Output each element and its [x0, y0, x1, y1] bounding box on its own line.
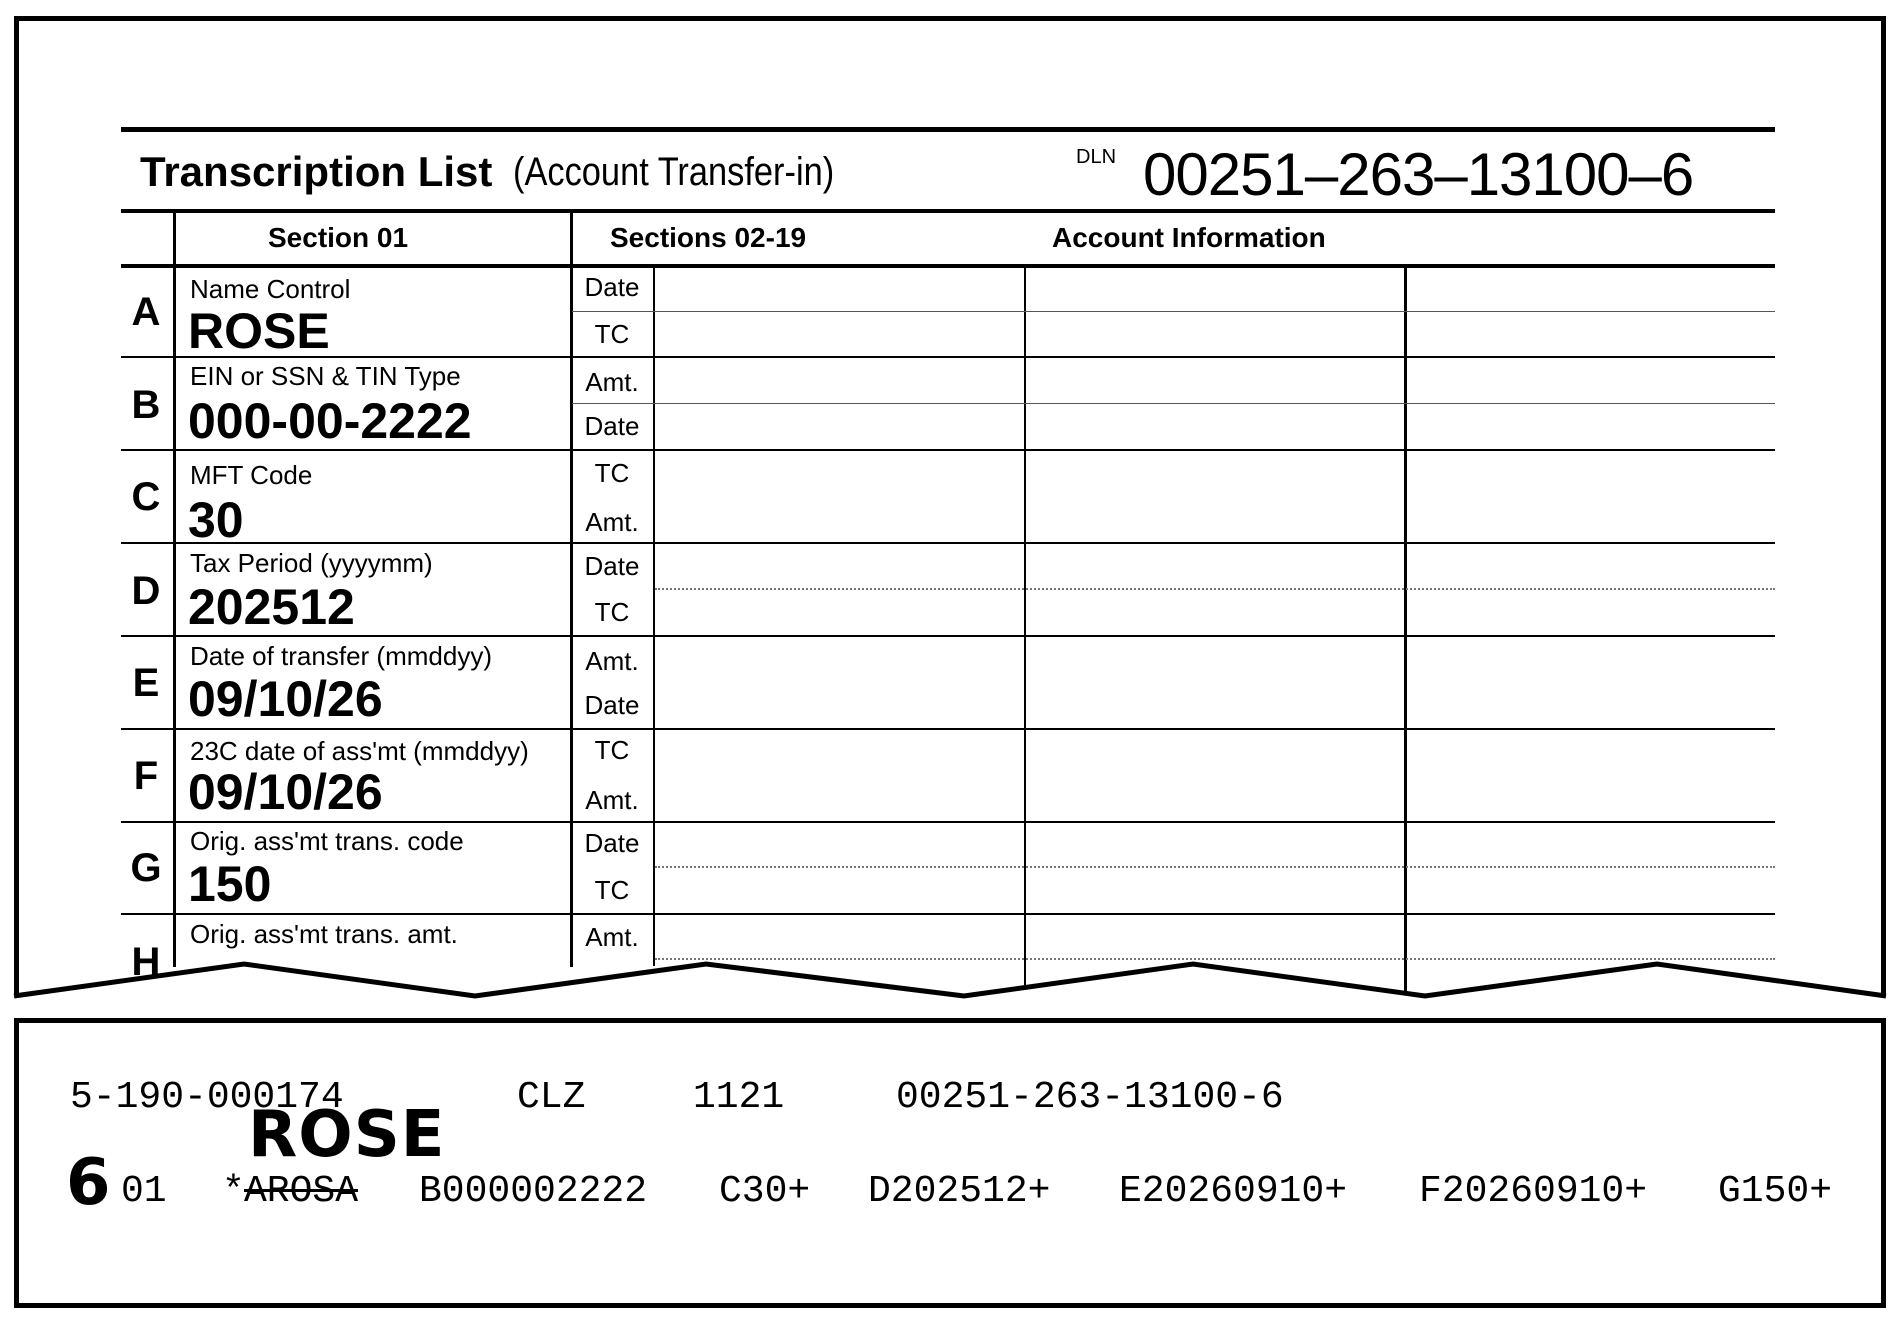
dln-value: 00251–263–13100–6	[1143, 141, 1694, 208]
row-rule-fg	[121, 821, 1775, 823]
field-label-b: EIN or SSN & TIN Type	[190, 361, 461, 391]
field-value-e: 09/10/26	[188, 671, 383, 727]
field-label-f: 23C date of ass'mt (mmddyy)	[190, 736, 529, 766]
field-value-f: 09/10/26	[188, 764, 383, 820]
sub-label-a-top: Date	[584, 272, 640, 302]
sub-label-e-top: Amt.	[585, 646, 639, 676]
vline-sublabel	[653, 266, 655, 966]
sub-label-h-top: Amt.	[585, 922, 639, 952]
row-letter-b: B	[131, 383, 161, 427]
record-field-b: B000002222	[419, 1170, 648, 1213]
form-subtitle: (Account Transfer-in)	[513, 150, 835, 194]
field-label-g: Orig. ass'mt trans. code	[190, 826, 464, 856]
row-rule-ef	[121, 728, 1775, 730]
row-letter-d: D	[131, 569, 161, 613]
header-top-rule	[121, 127, 1775, 132]
record-field-g: G150+	[1718, 1170, 1833, 1213]
record-code: CLZ	[517, 1076, 586, 1119]
row-rule-gh	[121, 913, 1775, 915]
subrow-rule-a	[572, 311, 1775, 312]
record-field-e: E20260910+	[1119, 1170, 1348, 1213]
torn-edge	[0, 940, 1894, 1020]
sub-label-f-bottom: Amt.	[585, 785, 639, 815]
field-label-c: MFT Code	[190, 460, 313, 490]
record-dln: 00251-263-13100-6	[896, 1076, 1284, 1119]
dln-label: DLN	[1076, 146, 1117, 168]
field-label-a: Name Control	[190, 274, 351, 304]
record-section: 01	[121, 1170, 167, 1213]
row-letter-h: H	[131, 940, 161, 984]
sub-label-b-top: Amt.	[585, 367, 639, 397]
record-asterisk: *	[222, 1170, 245, 1213]
field-label-h: Orig. ass'mt trans. amt.	[190, 919, 458, 949]
record-sequence-number: 6	[66, 1146, 111, 1220]
sub-label-c-top: TC	[594, 458, 630, 488]
record-struck-name: AROSA	[244, 1170, 359, 1213]
field-value-g: 150	[188, 856, 272, 912]
field-value-a: ROSE	[188, 303, 330, 359]
vline-info-2	[1404, 266, 1407, 996]
vline-info-1	[1024, 266, 1026, 996]
sub-label-d-top: Date	[584, 551, 640, 581]
column-header-rule	[121, 264, 1775, 268]
form-title: Transcription List	[140, 148, 493, 195]
row-letter-c: C	[131, 475, 161, 519]
sub-label-g-bottom: TC	[594, 875, 630, 905]
sub-label-b-bottom: Date	[584, 411, 640, 441]
field-value-c: 30	[188, 492, 244, 548]
row-letter-f: F	[133, 754, 159, 798]
subrow-rule-b	[572, 403, 1775, 404]
row-letter-e: E	[132, 661, 160, 705]
sub-label-a-bottom: TC	[594, 319, 630, 349]
sub-label-d-bottom: TC	[594, 597, 630, 627]
record-field-d: D202512+	[868, 1170, 1051, 1213]
subrow-rule-d	[655, 588, 1775, 590]
col-account-information: Account Information	[1052, 222, 1326, 253]
record-doc-number: 5-190-000174	[70, 1076, 344, 1119]
record-field-f: F20260910+	[1419, 1170, 1648, 1213]
handwritten-name: ROSE	[248, 1098, 446, 1172]
row-rule-cd	[121, 542, 1775, 544]
row-rule-ab	[121, 356, 1775, 358]
sub-label-f-top: TC	[594, 735, 630, 765]
row-letter-a: A	[131, 290, 161, 334]
col-section-01: Section 01	[268, 222, 409, 253]
row-letter-g: G	[130, 846, 162, 890]
header-bottom-rule	[121, 209, 1775, 213]
field-label-d: Tax Period (yyyymm)	[190, 548, 433, 578]
vline-letter	[173, 211, 176, 967]
sub-label-c-bottom: Amt.	[585, 507, 639, 537]
sub-label-e-bottom: Date	[584, 690, 640, 720]
sub-label-g-top: Date	[584, 828, 640, 858]
record-number-field: 1121	[693, 1076, 785, 1119]
field-value-b: 000-00-2222	[188, 393, 472, 449]
subrow-rule-g	[655, 866, 1775, 868]
col-sections-02-19: Sections 02-19	[610, 222, 807, 253]
field-label-e: Date of transfer (mmddyy)	[190, 641, 492, 671]
record-field-c: C30+	[719, 1170, 811, 1213]
row-rule-de	[121, 635, 1775, 637]
field-value-d: 202512	[188, 579, 355, 635]
